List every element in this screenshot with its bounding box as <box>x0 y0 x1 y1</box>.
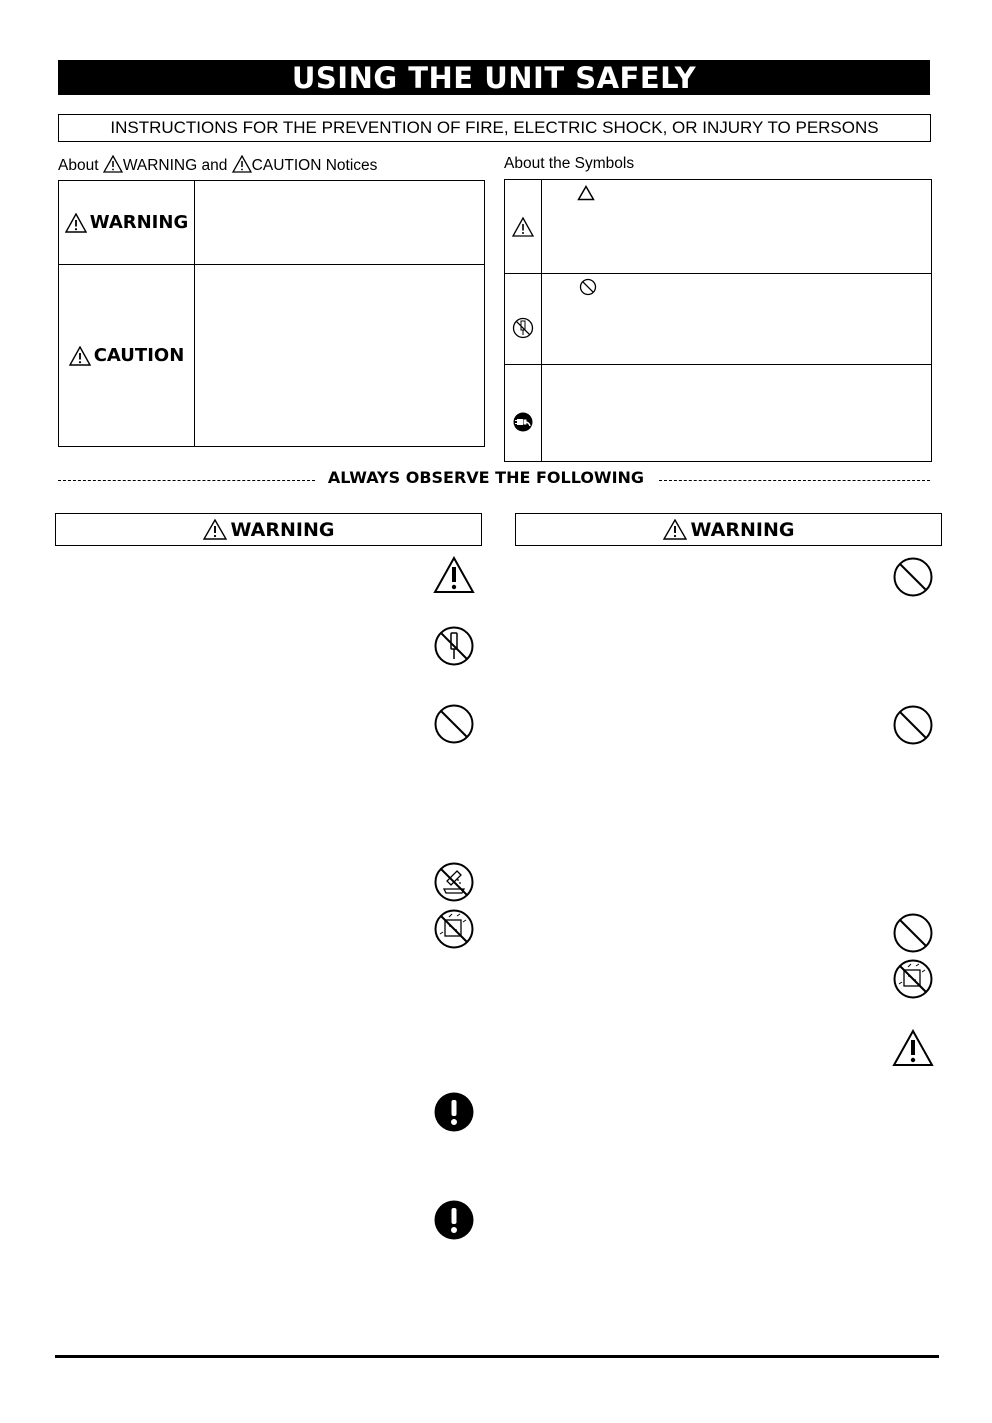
label-warning-word: WARNING <box>122 157 198 174</box>
warning-triangle-icon <box>203 519 227 540</box>
label-caution-word: CAUTION <box>251 157 322 174</box>
page-title: USING THE UNIT SAFELY <box>58 60 930 95</box>
dashed-rule-right <box>659 480 930 481</box>
bottom-rule <box>55 1355 939 1358</box>
label-suffix: Notices <box>325 157 378 174</box>
no-water-icon <box>433 861 475 903</box>
caution-notice-row <box>59 265 485 447</box>
right-warning-header: WARNING <box>515 513 942 546</box>
warning-notice-row <box>59 181 485 265</box>
warning-notice-label: WARNING <box>59 212 194 233</box>
observe-heading: ALWAYS OBSERVE THE FOLLOWING <box>327 468 645 487</box>
caution-triangle-icon <box>232 155 252 173</box>
page-subtitle: INSTRUCTIONS FOR THE PREVENTION OF FIRE, ELECTRIC SHOCK, OR INJURY TO PERSONS <box>58 114 931 142</box>
no-shock-icon <box>433 908 475 950</box>
warning-triangle-icon <box>65 213 87 233</box>
small-prohibit-icon <box>579 278 597 296</box>
warning-triangle-icon <box>663 519 687 540</box>
mandatory-icon <box>433 1091 475 1133</box>
caution-triangle-icon <box>433 556 475 594</box>
warning-notice-description <box>195 181 485 265</box>
small-triangle-icon <box>577 185 595 201</box>
caution-notice-description <box>195 265 485 447</box>
notices-section-label <box>58 155 377 175</box>
caution-triangle-icon <box>892 1029 934 1067</box>
left-warning-header: WARNING <box>55 513 482 546</box>
prohibit-icon <box>433 703 475 745</box>
dashed-rule-left <box>58 480 315 481</box>
prohibit-icon <box>892 912 934 954</box>
mandatory-icon <box>433 1199 475 1241</box>
label-and: and <box>201 157 228 174</box>
symbols-section-label: About the Symbols <box>504 155 635 172</box>
no-disassemble-icon <box>512 317 534 339</box>
symbol-row-triangle <box>505 180 932 274</box>
warning-triangle-icon <box>103 155 123 173</box>
symbols-table <box>504 179 932 462</box>
caution-notice-label: CAUTION <box>59 345 194 366</box>
notices-table <box>58 180 485 447</box>
prohibit-icon <box>892 704 934 746</box>
no-shock-icon <box>892 958 934 1000</box>
prohibit-icon <box>892 556 934 598</box>
no-disassemble-icon <box>433 625 475 667</box>
symbol-row-unplug <box>505 365 932 462</box>
unplug-icon <box>512 411 534 433</box>
symbol-row-prohibit <box>505 274 932 365</box>
caution-triangle-icon <box>511 216 535 238</box>
label-prefix: About <box>58 157 99 174</box>
caution-triangle-icon <box>69 346 91 366</box>
